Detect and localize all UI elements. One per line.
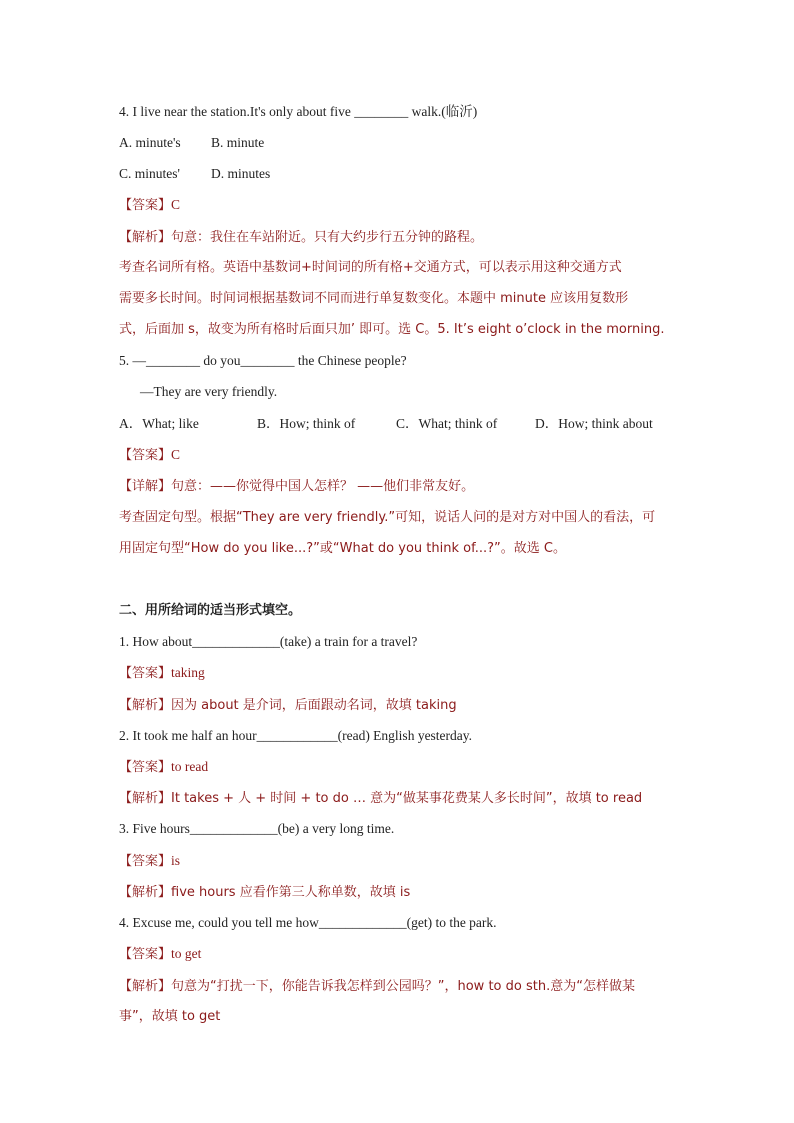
analysis-tag: 【解析】 [119,698,172,713]
q5-option-a: A．What; like [119,416,199,431]
answer-tag: 【答案】 [119,947,172,962]
fill-q2-analysis [119,788,684,809]
q5-analysis-line-2: 考查固定句型。根据“They are very friendly.”可知，说话人问的是对方对中国人的看法，可 [119,510,656,525]
analysis-text: It takes + 人 + 时间 + to do … 意为“做某事花费某人多长时间”，故填 to read [171,791,643,806]
q5-options [119,414,684,434]
answer-value: is [171,853,181,868]
answer-tag: 【答案】 [119,666,172,681]
answer-tag: 【答案】 [119,448,172,463]
answer-value: taking [171,665,205,680]
fill-q2-stem: 2. It took me half an hour____________(read) English yesterday. [119,728,473,743]
analysis-tag: 【解析】 [119,791,172,806]
q4-options-row1 [119,133,684,153]
analysis-text: 句意：我住在车站附近。只有大约步行五分钟的路程。 [171,230,484,245]
answer-tag: 【答案】 [119,198,172,213]
answer-tag: 【答案】 [119,760,172,775]
fill-q4-answer [119,944,684,965]
q5-option-d: D．How; think about [535,416,653,431]
fill-q1-stem: 1. How about_____________(take) a train for a travel? [119,634,418,649]
fill-q2-answer [119,757,684,778]
fill-q3-analysis [119,882,684,903]
analysis-tag: 【详解】 [119,479,172,494]
q4-analysis-line-1 [119,227,684,248]
answer-value: C [171,447,181,462]
analysis-text: five hours 应看作第三人称单数，故填 is [171,885,411,900]
q4-analysis-line-3: 需要多长时间。时间词根据基数词不同而进行单复数变化。本题中 minute 应该用复数形 [119,291,629,306]
q5-reply: —They are very friendly. [140,384,278,399]
q5-analysis-line-1 [119,476,684,497]
q5-option-b: B．How; think of [257,416,356,431]
analysis-text: 句意为“打扰一下，你能告诉我怎样到公园吗？”，how to do sth.意为“怎样做某 [171,979,635,994]
section-heading: 二、用所给词的适当形式填空。 [119,603,302,618]
q4-options-row2 [119,164,684,184]
fill-q3-answer [119,851,684,872]
answer-tag: 【答案】 [119,854,172,869]
q4-stem: 4. I live near the station.It's only about five ________ walk.(临沂) [119,104,478,119]
fill-q4-analysis [119,976,684,997]
answer-value: to get [171,946,202,961]
analysis-tag: 【解析】 [119,979,172,994]
fill-q1-analysis [119,695,684,716]
q4-option-b: B. minute [211,135,265,150]
q5-stem: 5. —________ do you________ the Chinese people? [119,353,407,368]
q4-analysis-line-2: 考查名词所有格。英语中基数词+时间词的所有格+交通方式，可以表示用这种交通方式 [119,260,622,275]
fill-q4-analysis-cont: 事”，故填 to get [119,1009,221,1024]
fill-q4-stem: 4. Excuse me, could you tell me how_____________(get) to the park. [119,915,497,930]
analysis-tag: 【解析】 [119,230,172,245]
q4-option-a: A. minute's [119,135,181,150]
q4-analysis-line-4: 式，后面加 s，故变为所有格时后面只加’ 即可。选 C。5. It’s eight o’clock in the morning. [119,322,665,337]
q4-answer [119,195,684,216]
fill-q1-answer [119,663,684,684]
q5-option-c: C．What; think of [396,416,498,431]
q4-option-d: D. minutes [211,166,271,181]
q4-option-c: C. minutes' [119,166,180,181]
answer-value: C [171,197,181,212]
fill-q3-stem: 3. Five hours_____________(be) a very long time. [119,821,395,836]
analysis-text: 因为 about 是介词，后面跟动名词，故填 taking [171,698,457,713]
analysis-tag: 【解析】 [119,885,172,900]
q5-answer [119,445,684,466]
q5-analysis-line-3: 用固定句型“How do you like...?”或“What do you think of...?”。故选 C。 [119,541,566,556]
answer-value: to read [171,759,209,774]
analysis-text: 句意：——你觉得中国人怎样？ ——他们非常友好。 [171,479,475,494]
